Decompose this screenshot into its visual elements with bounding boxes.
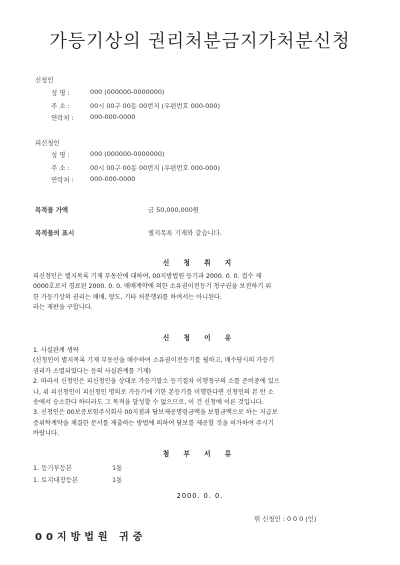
applicant-name-label: 성 명 :: [51, 89, 70, 97]
filing-date: 2000. 0. 0.: [176, 492, 224, 500]
purpose-line: 한 가등기상의 권리는 매매, 양도, 기타 처분행위를 하여서는 아니된다.: [33, 293, 222, 301]
reason-line: 증위탁계약을 체결한 문서를 제출하는 방법에 의하여 담보를 제공할 것을 허가하여 주시기: [33, 419, 274, 427]
applicant-heading: 신청인: [35, 76, 54, 84]
reason-line: (신청인이 별지목록 기재 부동산을 매수하여 소유권이전등기를 필하고, 매수당시의 가등기: [33, 357, 275, 365]
purpose-paragraph: [33, 272, 373, 314]
applicant-signature: 위 신청인 : 0 0 0 (인): [254, 515, 317, 523]
applicant-name-value: 000 (000000-0000000): [90, 88, 165, 96]
reason-heading: 신 청 이 유: [162, 334, 238, 342]
target-display: 별지목록 기재와 같습니다.: [148, 229, 223, 237]
target-display-label: 목적물의 표시: [35, 229, 75, 237]
reason-line: 2. 따라서 신청인은 피신청인을 상대로 가등기말소 등기절차 이행청구의 소를 준비중에 있으: [33, 378, 280, 386]
respondent-name-label: 성 명 :: [51, 151, 70, 159]
applicant-address-label: 주 소 :: [51, 102, 70, 110]
respondent-address-value: 00시 00구 00동 00번지 (우편번호 000-000): [90, 164, 220, 172]
respondent-address-label: 주 소 :: [51, 164, 70, 172]
purpose-line: 라는 재판을 구합니다.: [33, 304, 93, 312]
reason-line: 나, 위 피신청인이 피신청인 명의로 가등기에 기한 본등기를 이행한다면 신청인의 본 안 소: [33, 388, 274, 396]
reason-line: 바랍니다.: [33, 430, 59, 438]
attachment-name: 1. 등기부등본: [33, 464, 72, 472]
purpose-line: 0000호로서 경료된 2000. 0. 0. 매매계약에 의한 소유권이전등기 청구권을 보전하기 위: [33, 283, 272, 291]
reason-paragraph: [33, 346, 373, 440]
reason-line: 권리가 소멸되었다는 등의 사실관계를 기재): [33, 367, 151, 375]
attachment-name: 1. 토지대장등본: [33, 476, 79, 484]
court-name: 00지방법원 귀중: [35, 532, 147, 543]
reason-line: 송에서 승소한다 하더라도 그 목적을 달성할 수 없으므로, 이 건 신청에 이른 것입니다.: [33, 399, 264, 407]
applicant-tel-value: 000-000-0000: [90, 113, 136, 121]
applicant-tel-label: 연락처 :: [51, 114, 74, 122]
attachments-heading: 첨 부 서 류: [162, 450, 238, 458]
respondent-heading: 피신청인: [35, 139, 60, 147]
respondent-tel-label: 연락처 :: [51, 176, 74, 184]
attachment-count: 1통: [112, 464, 123, 472]
target-value: 금 50,000,000원: [148, 206, 199, 214]
reason-line: 3. 신청인은 00보증보험주식회사 00지점과 담보제공명령금액을 보험금액으로 하는 지급보: [33, 409, 278, 417]
document-title: 가등기상의 권리처분금지가처분신청: [49, 31, 351, 52]
reason-line: 1. 사실관계 생략: [33, 347, 79, 354]
purpose-line: 피신청인은 별지목록 기재 부동산에 대하여, 00지방법원 등기과 2000. 0. 0. 접수 제: [33, 273, 262, 280]
purpose-heading: 신 청 취 지: [162, 259, 238, 267]
applicant-address-value: 00시 00구 00동 00번지 (우편번호 000-000): [90, 102, 220, 110]
respondent-name-value: 000 (000000-0000000): [90, 150, 165, 158]
attachment-count: 1통: [112, 476, 123, 484]
target-value-label: 목적물 가액: [35, 206, 69, 214]
respondent-tel-value: 000-000-0000: [90, 175, 136, 183]
